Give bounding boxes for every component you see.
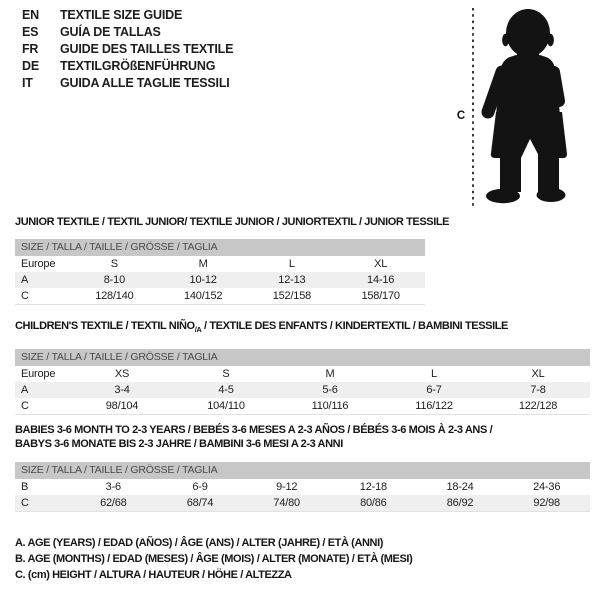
legend-line-age-years: A. AGE (YEARS) / EDAD (AÑOS) / ÂGE (ANS) / ALTER (JAHRE) / ETÀ (ANNI) [15, 537, 383, 549]
babies-table-title-line2: BABYS 3-6 MONATE BIS 2-3 JAHRE / BAMBINI 3-6 MESI A 2-3 ANNI [15, 438, 343, 450]
table-row-europe [15, 366, 590, 382]
table-row-age [15, 272, 425, 288]
size-cell: 4-5 [218, 384, 234, 397]
babies-table-title-line1: BABIES 3-6 MONTH TO 2-3 YEARS / BEBÉS 3-6 MESES A 2-3 AÑOS / BÉBÉS 3-6 MOIS À 2-3 ANS / [15, 424, 493, 436]
children-title-pre: CHILDREN'S TEXTILE / TEXTIL NIÑO [15, 320, 195, 332]
size-cell: 24-36 [533, 481, 561, 493]
children-size-table [15, 349, 590, 415]
size-cell: 158/170 [361, 290, 400, 302]
children-title-post: / TEXTILE DES ENFANTS / KINDERTEXTIL / BAMBINI TESSILE [201, 320, 508, 332]
table-row-height [15, 288, 425, 304]
language-code: IT [22, 76, 33, 90]
size-cell: 68/74 [186, 497, 214, 509]
language-code: DE [22, 59, 39, 73]
language-list [22, 7, 233, 92]
legend-line-age-months: B. AGE (MONTHS) / EDAD (MESES) / ÂGE (MOIS) / ALTER (MONATE) / ETÀ (MESI) [15, 553, 413, 565]
size-cell: 92/98 [533, 497, 560, 509]
legend-line-height: C. (cm) HEIGHT / ALTURA / HAUTEUR / HÖHE / ALTEZZA [15, 569, 292, 581]
table-row-height [15, 398, 590, 414]
table-row-height [15, 495, 590, 511]
row-label-cell: C [21, 497, 29, 509]
size-cell: 7-8 [530, 384, 546, 397]
size-cell: 74/80 [273, 497, 300, 509]
size-cell: S [222, 368, 230, 381]
language-row [22, 75, 233, 92]
row-label-cell: C [21, 400, 29, 413]
children-title-subscript: /A [194, 325, 202, 335]
language-code: EN [22, 8, 39, 22]
baby-silhouette [486, 9, 567, 203]
table-row-age [15, 382, 590, 398]
size-cell: 116/122 [415, 400, 453, 413]
size-cell: XL [374, 258, 388, 270]
size-cell: 122/128 [518, 400, 558, 413]
size-cell: 9-12 [276, 481, 298, 493]
children-section [15, 319, 590, 415]
language-label: GUIDE DES TAILLES TEXTILE [60, 42, 234, 56]
measurement-legend [15, 535, 412, 583]
language-row [22, 58, 233, 75]
table-row-europe [15, 256, 425, 272]
size-cell: 86/92 [446, 497, 474, 509]
language-label: GUÍA DE TALLAS [60, 25, 161, 39]
size-cell: XL [531, 368, 545, 381]
language-row [22, 24, 233, 41]
junior-size-table [15, 239, 425, 305]
size-cell: S [110, 258, 118, 270]
size-cell: 8-10 [103, 274, 125, 286]
baby-silhouette-svg [440, 0, 600, 220]
language-row [22, 7, 233, 24]
junior-table-title: JUNIOR TEXTILE / TEXTIL JUNIOR/ TEXTILE JUNIOR / JUNIORTEXTIL / JUNIOR TESSILE [15, 216, 450, 228]
row-label-cell: Europe [21, 258, 56, 270]
language-code: ES [22, 25, 39, 39]
babies-size-table [15, 462, 590, 512]
size-cell: 6-7 [426, 384, 442, 397]
size-cell: 14-16 [367, 274, 395, 286]
table-row-months [15, 479, 590, 495]
language-row [22, 41, 233, 58]
junior-section [15, 215, 450, 305]
row-label-cell: A [21, 384, 29, 397]
row-label-cell: C [21, 290, 29, 302]
size-cell: 6-9 [192, 481, 208, 493]
size-cell: 80/86 [360, 497, 387, 509]
size-cell: M [325, 368, 335, 381]
baby-figure [440, 0, 600, 220]
dimension-label-c: C [456, 110, 465, 122]
size-cell: 3-6 [105, 481, 121, 493]
row-label-cell: A [21, 274, 29, 286]
size-cell: 62/68 [100, 497, 127, 509]
language-code: FR [22, 42, 39, 56]
size-cell: M [198, 258, 208, 270]
size-cell: 12-18 [359, 481, 387, 493]
size-cell: 10-12 [189, 274, 217, 286]
language-label: GUIDA ALLE TAGLIE TESSILI [60, 76, 230, 90]
size-cell: XS [114, 368, 130, 381]
size-cell: 110/116 [311, 400, 349, 413]
size-cell: L [288, 258, 295, 270]
size-cell: L [431, 368, 437, 381]
size-cell: 152/158 [272, 290, 312, 302]
size-cell: 104/110 [207, 400, 245, 413]
babies-section [15, 423, 590, 512]
size-cell: 18-24 [446, 481, 474, 493]
size-cell: 12-13 [278, 274, 306, 286]
size-cell: 98/104 [105, 400, 139, 413]
size-table-header: SIZE / TALLA / TAILLE / GRÖSSE / TAGLIA [15, 349, 590, 366]
size-table-header: SIZE / TALLA / TAILLE / GRÖSSE / TAGLIA [15, 462, 590, 479]
language-label: TEXTILE SIZE GUIDE [60, 8, 183, 22]
size-table-header: SIZE / TALLA / TAILLE / GRÖSSE / TAGLIA [15, 239, 425, 256]
size-cell: 140/152 [183, 290, 223, 302]
size-cell: 5-6 [322, 384, 338, 397]
language-label: TEXTILGRÖßENFÜHRUNG [60, 59, 216, 73]
size-cell: 3-4 [114, 384, 130, 397]
row-label-cell: Europe [21, 368, 56, 381]
size-cell: 128/140 [95, 290, 134, 302]
children-table-title [15, 319, 590, 337]
row-label-cell: B [21, 481, 29, 493]
